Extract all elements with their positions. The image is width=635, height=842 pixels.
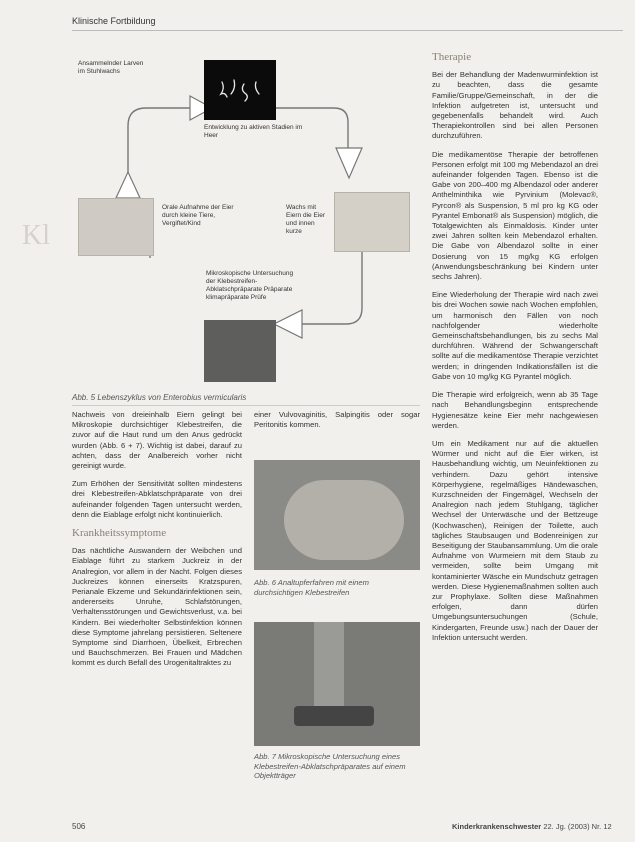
- left-paragraph-1: Nachweis von dreieinhalb Eiern gelingt bei Mikroskopie durchsichtiger Klebestreifen, die zuvor auf die Haut rund um den Anus gedrückt wurden (Abb. 6 + 7). Wichtig ist dabei, darauf zu achten, dass der Analbereich vorher nicht gereinigt wurde.: [72, 410, 242, 471]
- right-column: [432, 52, 598, 651]
- journal-issue: 22. Jg. (2003) Nr. 12: [543, 822, 612, 831]
- fig5-caption: Abb. 5 Lebenszyklus von Enterobius vermicularis: [72, 393, 247, 402]
- microscope-stage: [294, 706, 374, 726]
- worms-drawing: [204, 60, 276, 120]
- right-paragraph-2: Die medikamentöse Therapie der betroffenen Personen erfolgt mit 100 mg Mebendazol an drei aufeinander folgenden Tagen. Ebenso ist die Gabe von 200–400 mg Albendazol oder anderer Anthelminthika wie Pyrvinium (Molevac®, Pyrcon® als Suspension, 5 ml pro kg KG oder Pyrantel Embonat® als Suspension) möglich, die Totalgewichten als Einmaldosis. Kinder unter zwei Jahren sollten kein Mebendazol erhalten. Die Gabe von Albendazol sollte in einer Dosierung von 15 mg/kg KG erfolgen (Anwendungsbeschränkung bei Kindern unter sechs Jahren).: [432, 149, 598, 282]
- journal-name: Kinderkrankenschwester: [452, 822, 542, 831]
- label-oral-uptake: Orale Aufnahme der Eier durch kleine Tiere, Vergiftet/Kind: [162, 204, 234, 227]
- margin-watermark: Kl: [22, 220, 50, 251]
- microscope-photo: [204, 320, 276, 382]
- microscope-objective: [314, 622, 344, 712]
- page-number: 506: [72, 822, 86, 831]
- right-paragraph-3: Eine Wiederholung der Therapie wird nach zwei bis drei Wochen sowie nach Wochen empfohlen, um harmonisch den Fällen von noch nachfolgender wiederholte Gemeinschaftsbehandlungen, bis zu sechs Mal durchführen. Während der Schwangerschaft sollte auf die medikamentöse Therapie verzichtet werden; in dringenden Indikationsfällen ist die Gabe von 10 mg/kg KG Pyrantel möglich.: [432, 290, 598, 381]
- middle-paragraph-1: einer Vulvovaginitis, Salpingitis oder sogar Peritonitis kommen.: [254, 410, 420, 430]
- fig7-caption: Abb. 7 Mikroskopische Untersuchung eines Klebestreifen-Abklatschpräparates auf einem Objektträger: [254, 752, 406, 780]
- section-header: Klinische Fortbildung: [72, 16, 156, 26]
- fig7-photo: [254, 622, 420, 746]
- label-larvae: Ansammelnder Larven im Stuhlwachs: [78, 60, 144, 75]
- fig5-caption-rule: [72, 405, 420, 406]
- label-microscope: Mikroskopische Untersuchung der Klebestreifen-Abklatschpräparate Präparate klimapräparate Prüfe: [206, 270, 294, 301]
- middle-column: [254, 410, 420, 438]
- fig6-caption: Abb. 6 Analtupferfahren mit einem durchsichtigen Klebestreifen: [254, 578, 369, 597]
- eggs-gray-image: [78, 198, 154, 256]
- journal-footer: [452, 822, 612, 831]
- skin-shape: [284, 480, 404, 560]
- right-paragraph-4: Die Therapie wird erfolgreich, wenn ab 35 Tage nach Behandlungsbeginn entsprechende Hygienesätze keine Eier mehr nachgewiesen werden.: [432, 390, 598, 430]
- left-paragraph-3: Das nächtliche Auswandern der Weibchen und Eiablage führt zu starkem Juckreiz in der Analregion, vor allem in der Nacht. Folgen dieses Juckreizes können einerseits Kratzspuren, Perianale Ekzeme und Sekundärinfektionen sein, andererseits Unruhe, Schlafstörungen, Verhaltensstörungen und Gewichtsverlust, v.a. bei Kindern. Bei wiederholter Selbstinfektion können diese Symptome jahrelang persistieren. Seltenere Symptome sind Diarrhoen, Übelkeit, Erbrechen und Bauchschmerzen. Bei Frauen und Mädchen kommt es durch Befall des Urogenitaltraktes zu: [72, 546, 242, 668]
- left-paragraph-2: Zum Erhöhen der Sensitivität sollten mindestens drei Klebestreifen-Abklatschpräparate von drei aufeinander folgenden Tagen untersucht werden, denn die Eiablage erfolgt nicht kontinuierlich.: [72, 479, 242, 519]
- label-development: Entwicklung zu aktiven Stadien im Heer: [204, 124, 303, 139]
- header-divider: [72, 30, 623, 31]
- heading-symptoms: Krankheitssymptome: [72, 527, 167, 540]
- heading-therapy: Therapie: [432, 51, 472, 63]
- worms-image: [204, 60, 276, 120]
- label-eggs: Wachs mit Eiern die Eier und innen kurze: [286, 204, 326, 235]
- right-paragraph-5: Um ein Medikament nur auf die aktuellen Würmer und nicht auf die Eier wirken, ist Hausbehandlung wichtig, um Neuinfektionen zu verhindern. Dazu gehört intensive Körperhygiene, regelmäßiges Händewaschen, Kurzschneiden der Fingernägel, Wechseln der Analregion nach jedem Stuhlgang, täglicher Wechsel der Unterwäsche und der Bettzeuge (Kochwaschen), Reinigen der Toilette, auch tägliches Staubsaugen und Bodenreinigen zur Beseitigung der Staubansammlung. Um die orale Aufnahme von Wurmeiern mit dem Staub zu vermeiden, sollte beim Umgang mit kontaminierter Wäsche ein Mundschutz getragen werden. Diese Hygienemaßnahmen sollten auch zur Prophylaxe. Sollten diese Maßnahmen erfolgen, dann dürfen Umgebungsuntersuchungen (Schule, Kindergarten, Freunde usw.) nach der Dauer der Infektion untersucht werden.: [432, 438, 598, 642]
- eggs-micro-image: [334, 192, 410, 252]
- lifecycle-diagram: [72, 48, 422, 388]
- left-column: [72, 410, 242, 677]
- right-paragraph-1: Bei der Behandlung der Madenwurminfektion ist zu beachten, dass die gesamte Familie/Gruppe/Gemeinschaft, in der die Infektion aufgetreten ist, untersucht und gegebenenfalls behandelt wird. Auch Therapiekontrollen sind bei allen Personen durchzuführen.: [432, 70, 598, 141]
- fig6-photo: [254, 460, 420, 570]
